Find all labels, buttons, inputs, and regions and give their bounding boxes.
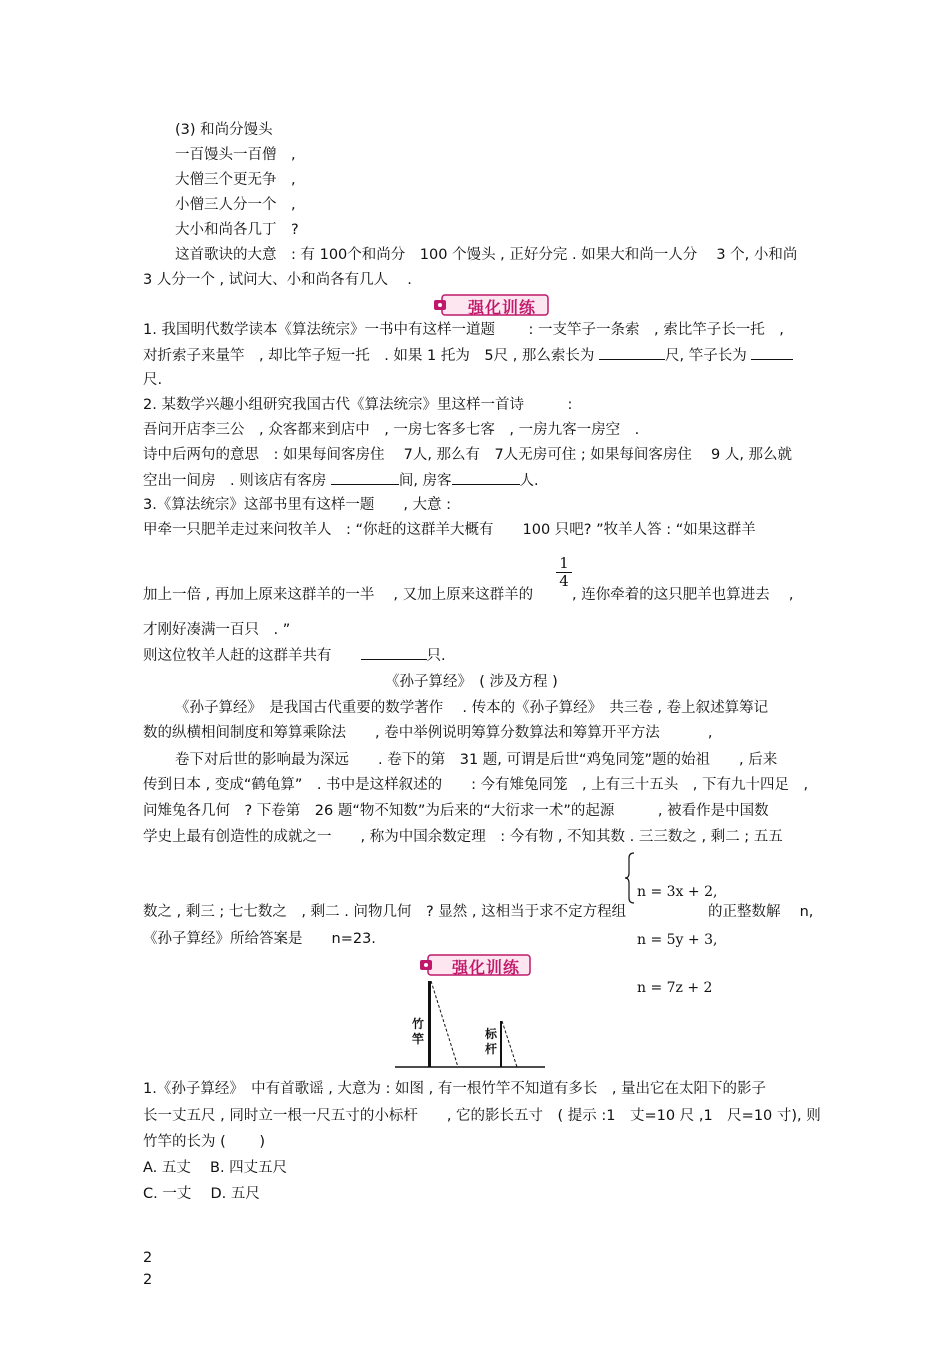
sunzi-para-line-1: 《孙子算经》 是我国古代重要的数学著作 . 传本的《孙子算经》 共三卷 , 卷上叙述算筹记 [175,700,769,716]
fraction-one-quarter [556,555,572,590]
q3-line-3: 加上一倍 , 再加上原来这群羊的一半 , 又加上原来这群羊的 [143,587,534,603]
q2-line-4-text: 空出一间房 . 则该店有客房 [143,473,327,489]
fraction-numerator: 1 [559,554,569,572]
q2-line-3: 诗中后两句的意思 : 如果每间客房住 7人, 那么有 7人无房可住 ; 如果每间客房住 9 人, 那么就 [143,447,793,463]
sunzi-para-line-7: 数之 , 剩三 ; 七七数之 , 剩二 . 问物几何 ? 显然 , 这相当于求不定方程组 [143,904,627,920]
q2-line-4-text-c: 人. [519,473,539,489]
section3-title: (3) 和尚分馒头 [175,122,273,138]
left-brace-icon [624,852,636,904]
fraction-denominator: 4 [559,572,569,590]
answer-blank[interactable] [452,470,520,485]
meaning-line-1: 这首歌诀的大意 : 有 100个和尚分 100 个馒头 , 正好分完 . 如果大和尚一人分 3 个, 小和尚 [175,247,798,263]
q4-line-3: 竹竿的长为 ( ) [143,1134,266,1150]
shadow-figure [395,975,545,1070]
q1-line-2-text-b: 尺, 竿子长为 [665,348,747,364]
answer-blank[interactable] [331,470,399,485]
sunzi-para-line-3: 卷下对后世的影响最为深远 . 卷下的第 31 题, 可谓是后世“鸡兔同笼”题的始祖 , 后来 [175,752,778,768]
q2-line-2: 吾问开店李三公 , 众客都来到店中 , 一房七客多七客 , 一房九客一房空 . [143,422,640,438]
equation-1: n = 3x + 2, [637,884,718,900]
page-number: 2 [143,1272,153,1288]
equation-3: n = 7z + 2 [637,980,713,996]
equation-system [637,852,717,1012]
q3-line-4: 才刚好凑满一百只 . ” [143,622,291,638]
q3-line-5-text-b: 只. [426,648,446,664]
equation-2: n = 5y + 3, [637,932,718,948]
answer-blank[interactable] [751,345,793,360]
verse-line-3: 小僧三人分一个 , [175,197,296,213]
q3-line-2: 甲牵一只肥羊走过来问牧羊人 : “你赶的这群羊大概有 100 只吧? ”牧羊人答 : “如果这群羊 [143,522,756,538]
q1-line-2 [143,345,793,366]
sunzi-title: 《孙子算经》 ( 涉及方程 ) [385,674,558,690]
post-label: 标杆 [485,1027,498,1056]
q2-line-4-text-b: 间, 房客 [398,473,452,489]
training-banner [432,293,550,317]
training-banner [418,953,532,977]
sunzi-answer-line: 《孙子算经》所给答案是 n=23. [143,931,376,947]
q2-line-4 [143,470,539,491]
q1-line-2-text: 对折索子来量竿 , 却比竿子短一托 . 如果 1 托为 5尺 , 那么索长为 [143,348,595,364]
sunzi-para-line-4: 传到日本 , 变成“鹤龟算” . 书中是这样叙述的 : 今有雉兔同笼 , 上有三十五头 , 下有九十四足 , [143,777,809,793]
verse-line-2: 大僧三个更无争 , [175,172,296,188]
q3-line-5-text: 则这位牧羊人赶的这群羊共有 [143,648,332,664]
q2-line-1: 2. 某数学兴趣小组研究我国古代《算法统宗》里这样一首诗 : [143,397,573,413]
verse-line-1: 一百馒头一百僧 , [175,147,296,163]
q4-line-2: 长一丈五尺 , 同时立一根一尺五寸的小标杆 , 它的影长五寸 ( 提示 :1 丈=10 尺 ,1 尺=10 寸), 则 [143,1108,821,1124]
sunzi-para-line-2: 数的纵横相间制度和筹算乘除法 , 卷中举例说明筹算分数算法和筹算开平方法 , [143,725,713,741]
sunzi-para-line-7-b: 的正整数解 n, [708,904,814,920]
sunzi-para-line-5: 问雉兔各几何 ? 下卷第 26 题“物不知数”为后来的“大衍求一术”的起源 , 被看作是中国数 [143,803,769,819]
answer-blank[interactable] [599,345,665,360]
q3-line-3-b: , 连你牵着的这只肥羊也算进去 , [572,587,794,603]
q4-line-1: 1.《孙子算经》 中有首歌谣 , 大意为 : 如图 , 有一根竹竿不知道有多长 , 量出它在太阳下的影子 [143,1081,767,1097]
option-c-d: C. 一丈 D. 五尺 [143,1186,260,1202]
page-number: 2 [143,1250,153,1266]
q3-line-1: 3.《算法统宗》这部书里有这样一题 , 大意 : [143,497,452,513]
meaning-line-2: 3 人分一个 , 试问大、小和尚各有几人 . [143,272,412,288]
option-a-b: A. 五丈 B. 四丈五尺 [143,1160,288,1176]
q1-line-1: 1. 我国明代数学读本《算法统宗》一书中有这样一道题 : 一支竿子一条索 , 索比竿子长一托 , [143,322,784,338]
verse-line-4: 大小和尚各几丁 ? [175,222,299,238]
pole-label: 竹竿 [412,1017,425,1046]
q1-line-3: 尺. [143,372,163,388]
answer-blank[interactable] [361,645,427,660]
banner-label: 强化训练 [468,298,537,317]
q3-line-5 [143,645,446,666]
banner-label: 强化训练 [452,958,521,977]
sunzi-para-line-6: 学史上最有创造性的成就之一 , 称为中国余数定理 : 今有物 , 不知其数 . 三三数之 , 剩二 ; 五五 [143,829,783,845]
